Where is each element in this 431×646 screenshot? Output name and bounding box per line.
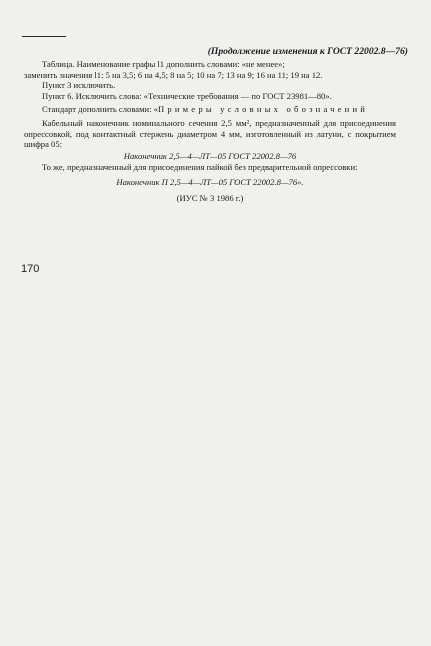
page-header: (Продолжение изменения к ГОСТ 22002.8—76) — [207, 46, 408, 57]
page-number: 170 — [21, 263, 40, 275]
example-1-designation: Наконечник 2,5—4—ЛТ—05 ГОСТ 22002.8—76 — [123, 150, 297, 161]
clause-6: Пункт 6. Исключить слова: «Технические требования — по ГОСТ 23981—80». — [42, 90, 332, 101]
document-body — [24, 59, 396, 203]
source-reference: (ИУС № 3 1986 г.) — [176, 192, 244, 203]
top-rule — [22, 36, 66, 37]
example-2-designation: Наконечник П 2,5—4—ЛТ—05 ГОСТ 22002.8—76». — [116, 176, 304, 187]
table-amendment: Таблица. Наименование графы l1 дополнить словами: «не менее»; — [42, 59, 285, 69]
standard-addition-intro: Стандарт дополнить словами: « — [42, 104, 158, 115]
values-replacement: заменить значения l1: 5 на 3,5; 6 на 4,5; 8 на 5; 10 на 7; 13 на 9; 16 на 11; 19 на 12. — [24, 69, 323, 80]
clause-3: Пункт 3 исключить. — [42, 80, 116, 91]
example-1-description: Кабельный наконечник номинального сечения 2,5 мм², предназначенный для присоединения опрессовкой, под контактный стержень диаметром 4 мм, изготовленный из латуни, с покрытием шифра 05: — [24, 117, 396, 150]
example-2-description: То же, предназначенный для присоединения пайкой без предварительной опрессовки: — [42, 162, 358, 173]
examples-heading: Примеры условных обозначений — [157, 104, 369, 115]
standard-addition — [24, 104, 396, 115]
